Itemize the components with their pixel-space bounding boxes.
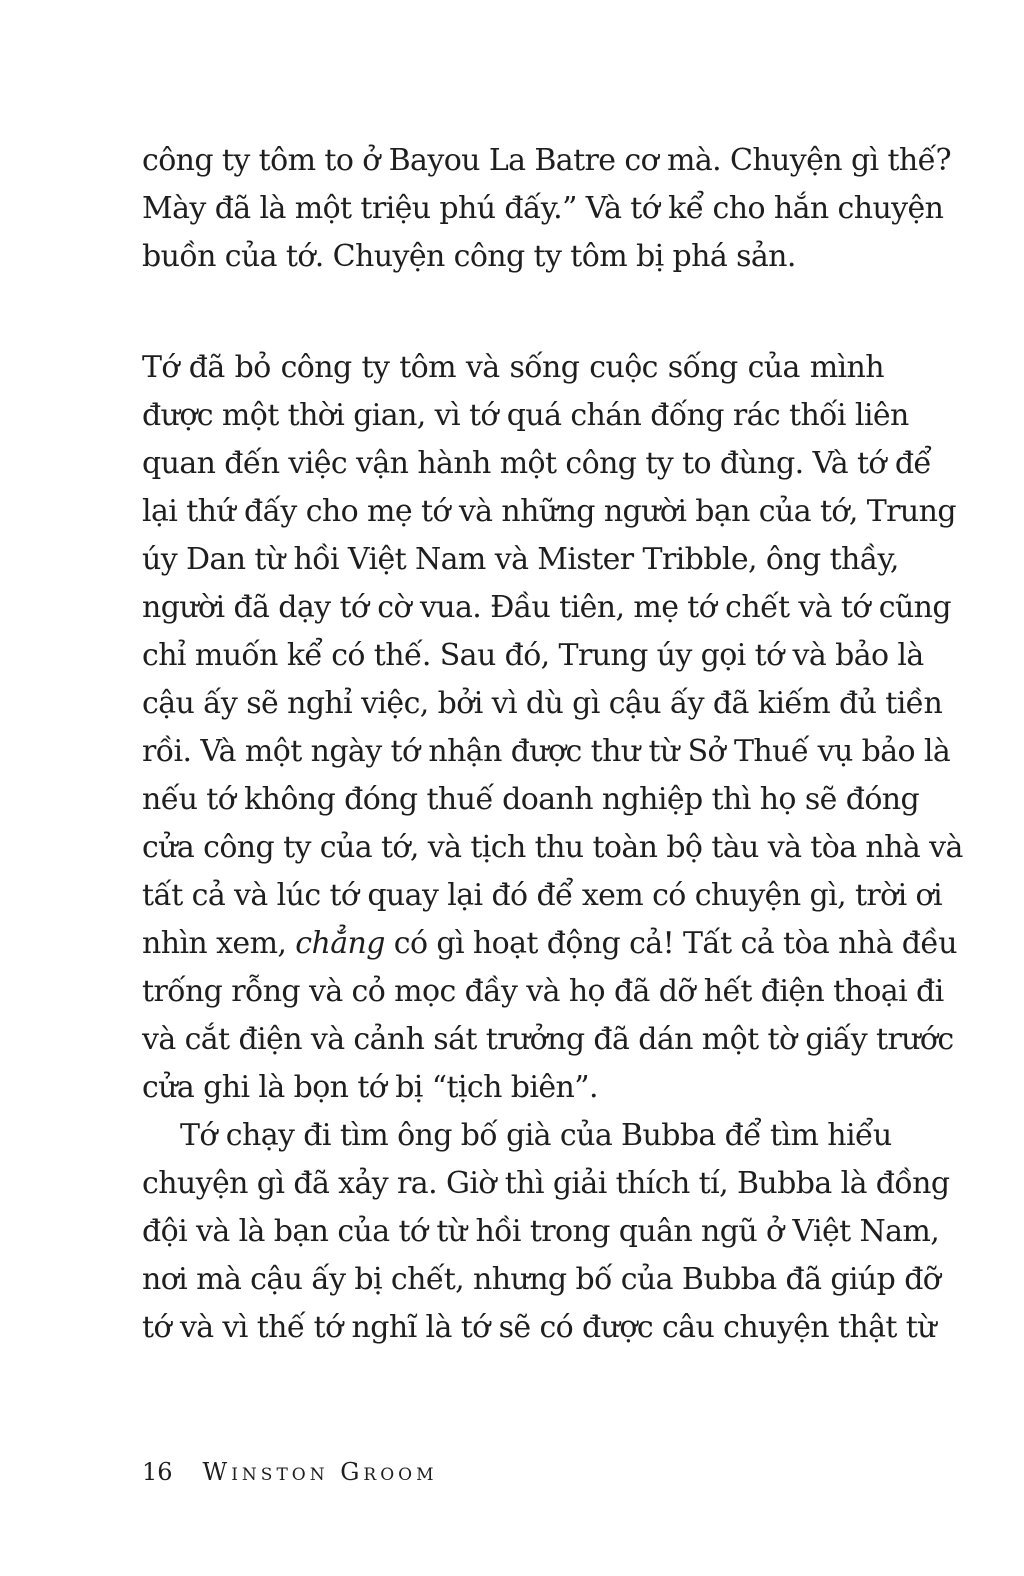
text-run: nhìn xem,: [142, 926, 296, 961]
text-line: trống rỗng và cỏ mọc đầy và họ đã dỡ hết điện thoại đi: [142, 974, 944, 1009]
text-run: có gì hoạt động cả! Tất cả tòa nhà đều: [384, 926, 957, 961]
text-line: chỉ muốn kể có thế. Sau đó, Trung úy gọi tớ và bảo là: [142, 638, 924, 673]
text-line: công ty tôm to ở Bayou La Batre cơ mà. Chuyện gì thế?: [142, 143, 951, 178]
text-line: Tớ chạy đi tìm ông bố già của Bubba để tìm hiểu: [180, 1118, 892, 1153]
text-line: úy Dan từ hồi Việt Nam và Mister Tribble, ông thầy,: [142, 542, 899, 577]
text-line: tất cả và lúc tớ quay lại đó để xem có chuyện gì, trời ơi: [142, 878, 943, 913]
text-line: quan đến việc vận hành một công ty to đùng. Và tớ để: [142, 446, 932, 481]
text-line: nếu tớ không đóng thuế doanh nghiệp thì họ sẽ đóng: [142, 782, 920, 817]
page-footer: [142, 1455, 437, 1489]
paragraph-1: [142, 137, 951, 281]
text-line: tớ và vì thế tớ nghĩ là tớ sẽ có được câu chuyện thật từ: [142, 1310, 936, 1345]
text-line: lại thứ đấy cho mẹ tớ và những người bạn của tớ, Trung: [142, 494, 956, 529]
paragraph-2: [142, 344, 963, 1352]
text-line: cửa công ty của tớ, và tịch thu toàn bộ tàu và tòa nhà và: [142, 830, 963, 865]
text-line: nơi mà cậu ấy bị chết, nhưng bố của Bubba đã giúp đỡ: [142, 1262, 941, 1297]
text-line: Tớ đã bỏ công ty tôm và sống cuộc sống của mình: [142, 350, 884, 385]
emphasis-word: chẳng: [295, 926, 385, 961]
text-line: được một thời gian, vì tớ quá chán đống rác thối liên: [142, 398, 909, 433]
text-line: chuyện gì đã xảy ra. Giờ thì giải thích tí, Bubba là đồng: [142, 1166, 950, 1201]
text-line: buồn của tớ. Chuyện công ty tôm bị phá sản.: [142, 239, 796, 274]
text-line: đội và là bạn của tớ từ hồi trong quân ngũ ở Việt Nam,: [142, 1214, 940, 1249]
page-number: 16: [142, 1458, 173, 1486]
text-line: rồi. Và một ngày tớ nhận được thư từ Sở Thuế vụ bảo là: [142, 734, 951, 769]
running-head-author: Winston Groom: [202, 1458, 438, 1486]
text-line: Mày đã là một triệu phú đấy.” Và tớ kể cho hắn chuyện: [142, 191, 944, 226]
text-line: và cắt điện và cảnh sát trưởng đã dán một tờ giấy trước: [142, 1022, 954, 1057]
text-line-with-emphasis: [142, 920, 957, 968]
text-line: người đã dạy tớ cờ vua. Đầu tiên, mẹ tớ chết và tớ cũng: [142, 590, 952, 625]
text-line: cậu ấy sẽ nghỉ việc, bởi vì dù gì cậu ấy đã kiếm đủ tiền: [142, 686, 943, 721]
text-line: cửa ghi là bọn tớ bị “tịch biên”.: [142, 1070, 598, 1105]
